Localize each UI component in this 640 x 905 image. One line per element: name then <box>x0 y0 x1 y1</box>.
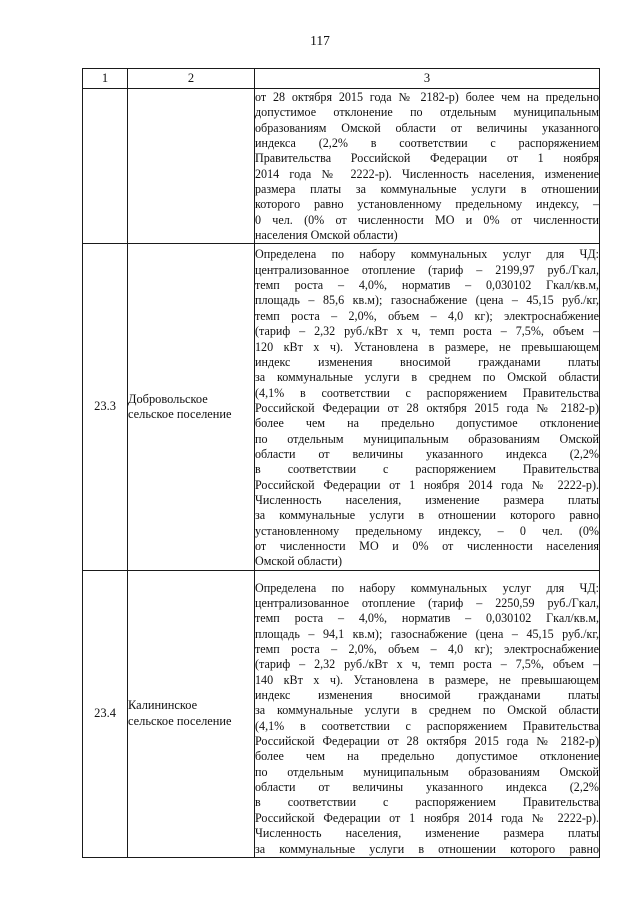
text-line: индекса (2,2% в соответствии с распоряжением <box>255 136 599 151</box>
text-line: централизованное отопление (тариф – 2199,97 руб./Гкал, <box>255 262 599 277</box>
text-line: Российской Федерации от 28 октября 2015 года № 2182-р) <box>255 734 599 749</box>
text-line: образованиям Омской области от величины указанного <box>255 120 599 135</box>
settlement-name <box>128 570 255 857</box>
row-number: 23.3 <box>83 244 128 570</box>
text-line: Определена по набору коммунальных услуг для ЧД: <box>255 580 599 595</box>
row-description <box>255 89 600 244</box>
text-line: темп роста – 4,0%, норматив – 0,030102 Гкал/кв.м, <box>255 278 599 293</box>
text-line: за коммунальные услуги в отношении которого равно <box>255 841 599 856</box>
text-line: области от величины указанного индекса (2,2% <box>255 446 599 461</box>
settlement-name-line: сельское поселение <box>128 713 232 728</box>
page-number: 117 <box>310 33 330 48</box>
text-line: Правительства Российской Федерации от 1 ноября <box>255 151 599 166</box>
settlement-name-line: сельское поселение <box>128 407 232 422</box>
row-description <box>255 570 600 857</box>
row-number: 23.4 <box>83 570 128 857</box>
text-line: (тариф – 2,32 руб./кВт х ч, темп роста – 7,5%, объем – <box>255 657 599 672</box>
text-line: от 28 октября 2015 года № 2182-р) более чем на предельно <box>255 90 599 104</box>
text-line: допустимое отклонение по отдельным муниципальным <box>255 105 599 120</box>
text-line: Российской Федерации от 28 октября 2015 года № 2182-р) <box>255 400 599 415</box>
text-line: в соответствии с распоряжением Правительства <box>255 795 599 810</box>
text-line: 2014 года № 2222-р). Численность населения, изменение <box>255 166 599 181</box>
text-line: темп роста – 4,0%, норматив – 0,030102 Гкал/кв.м, <box>255 611 599 626</box>
text-line: за коммунальные услуги в среднем по Омской области <box>255 370 599 385</box>
text-line: населения Омской области) <box>255 228 398 243</box>
table-header-row <box>83 69 600 89</box>
row-description <box>255 244 600 570</box>
column-header-1: 1 <box>83 69 128 89</box>
column-header-3: 3 <box>255 69 600 89</box>
text-line: площадь – 94,1 кв.м); газоснабжение (цена – 45,15 руб./кг, <box>255 626 599 641</box>
text-line: более чем на предельно допустимое отклонение <box>255 416 599 431</box>
data-table <box>82 68 600 858</box>
text-line: 0 чел. (0% от численности МО и 0% от численности <box>255 212 599 227</box>
text-line: Российской Федерации от 1 ноября 2014 года № 2222-р). <box>255 810 599 825</box>
column-header-2: 2 <box>128 69 255 89</box>
text-line: по отдельным муниципальным образованиям Омской <box>255 431 599 446</box>
settlement-name <box>128 89 255 244</box>
text-line: индекс изменения вносимой гражданами платы <box>255 688 599 703</box>
text-line: индекс изменения вносимой гражданами платы <box>255 354 599 369</box>
row-number <box>83 89 128 244</box>
text-line: более чем на предельно допустимое отклонение <box>255 749 599 764</box>
text-line: размера платы за коммунальные услуги в отношении <box>255 182 599 197</box>
text-line: (4,1% в соответствии с распоряжением Правительства <box>255 718 599 733</box>
text-line: за коммунальные услуги в среднем по Омской области <box>255 703 599 718</box>
text-line: централизованное отопление (тариф – 2250,59 руб./Гкал, <box>255 596 599 610</box>
text-line: (4,1% в соответствии с распоряжением Правительства <box>255 385 599 400</box>
table-row <box>83 89 600 244</box>
text-line: 140 кВт х ч). Установлена в размере, не превышающем <box>255 672 599 687</box>
text-line: (тариф – 2,32 руб./кВт х ч, темп роста – 7,5%, объем – <box>255 324 599 339</box>
text-line: установленному предельному индексу, – 0 чел. (0% <box>255 523 599 538</box>
text-line: площадь – 85,6 кв.м); газоснабжение (цена – 45,15 руб./кг, <box>255 293 599 308</box>
text-line: которого равно установленному предельному индексу, – <box>255 197 599 212</box>
settlement-name <box>128 244 255 570</box>
text-line: за коммунальные услуги в отношении которого равно <box>255 508 599 523</box>
text-line: темп роста – 2,0%, объем – 4,0 кг); электроснабжение <box>255 308 599 323</box>
settlement-name-line: Калининское <box>128 698 198 713</box>
table-row <box>83 570 600 857</box>
text-line: Численность населения, изменение размера платы <box>255 826 599 841</box>
settlement-name-line: Добровольское <box>128 391 208 406</box>
text-line: Омской области) <box>255 554 343 569</box>
text-line: Определена по набору коммунальных услуг для ЧД: <box>255 247 599 262</box>
table-row <box>83 244 600 570</box>
text-line: 120 кВт х ч). Установлена в размере, не превышающем <box>255 339 599 354</box>
text-line: Российской Федерации от 1 ноября 2014 года № 2222-р). <box>255 477 599 492</box>
text-line: в соответствии с распоряжением Правительства <box>255 462 599 477</box>
text-line: от численности МО и 0% от численности населения <box>255 538 599 553</box>
text-line: Численность населения, изменение размера платы <box>255 492 599 507</box>
text-line: области от величины указанного индекса (2,2% <box>255 780 599 795</box>
text-line: темп роста – 2,0%, объем – 4,0 кг); электроснабжение <box>255 642 599 657</box>
text-line: по отдельным муниципальным образованиям Омской <box>255 764 599 779</box>
